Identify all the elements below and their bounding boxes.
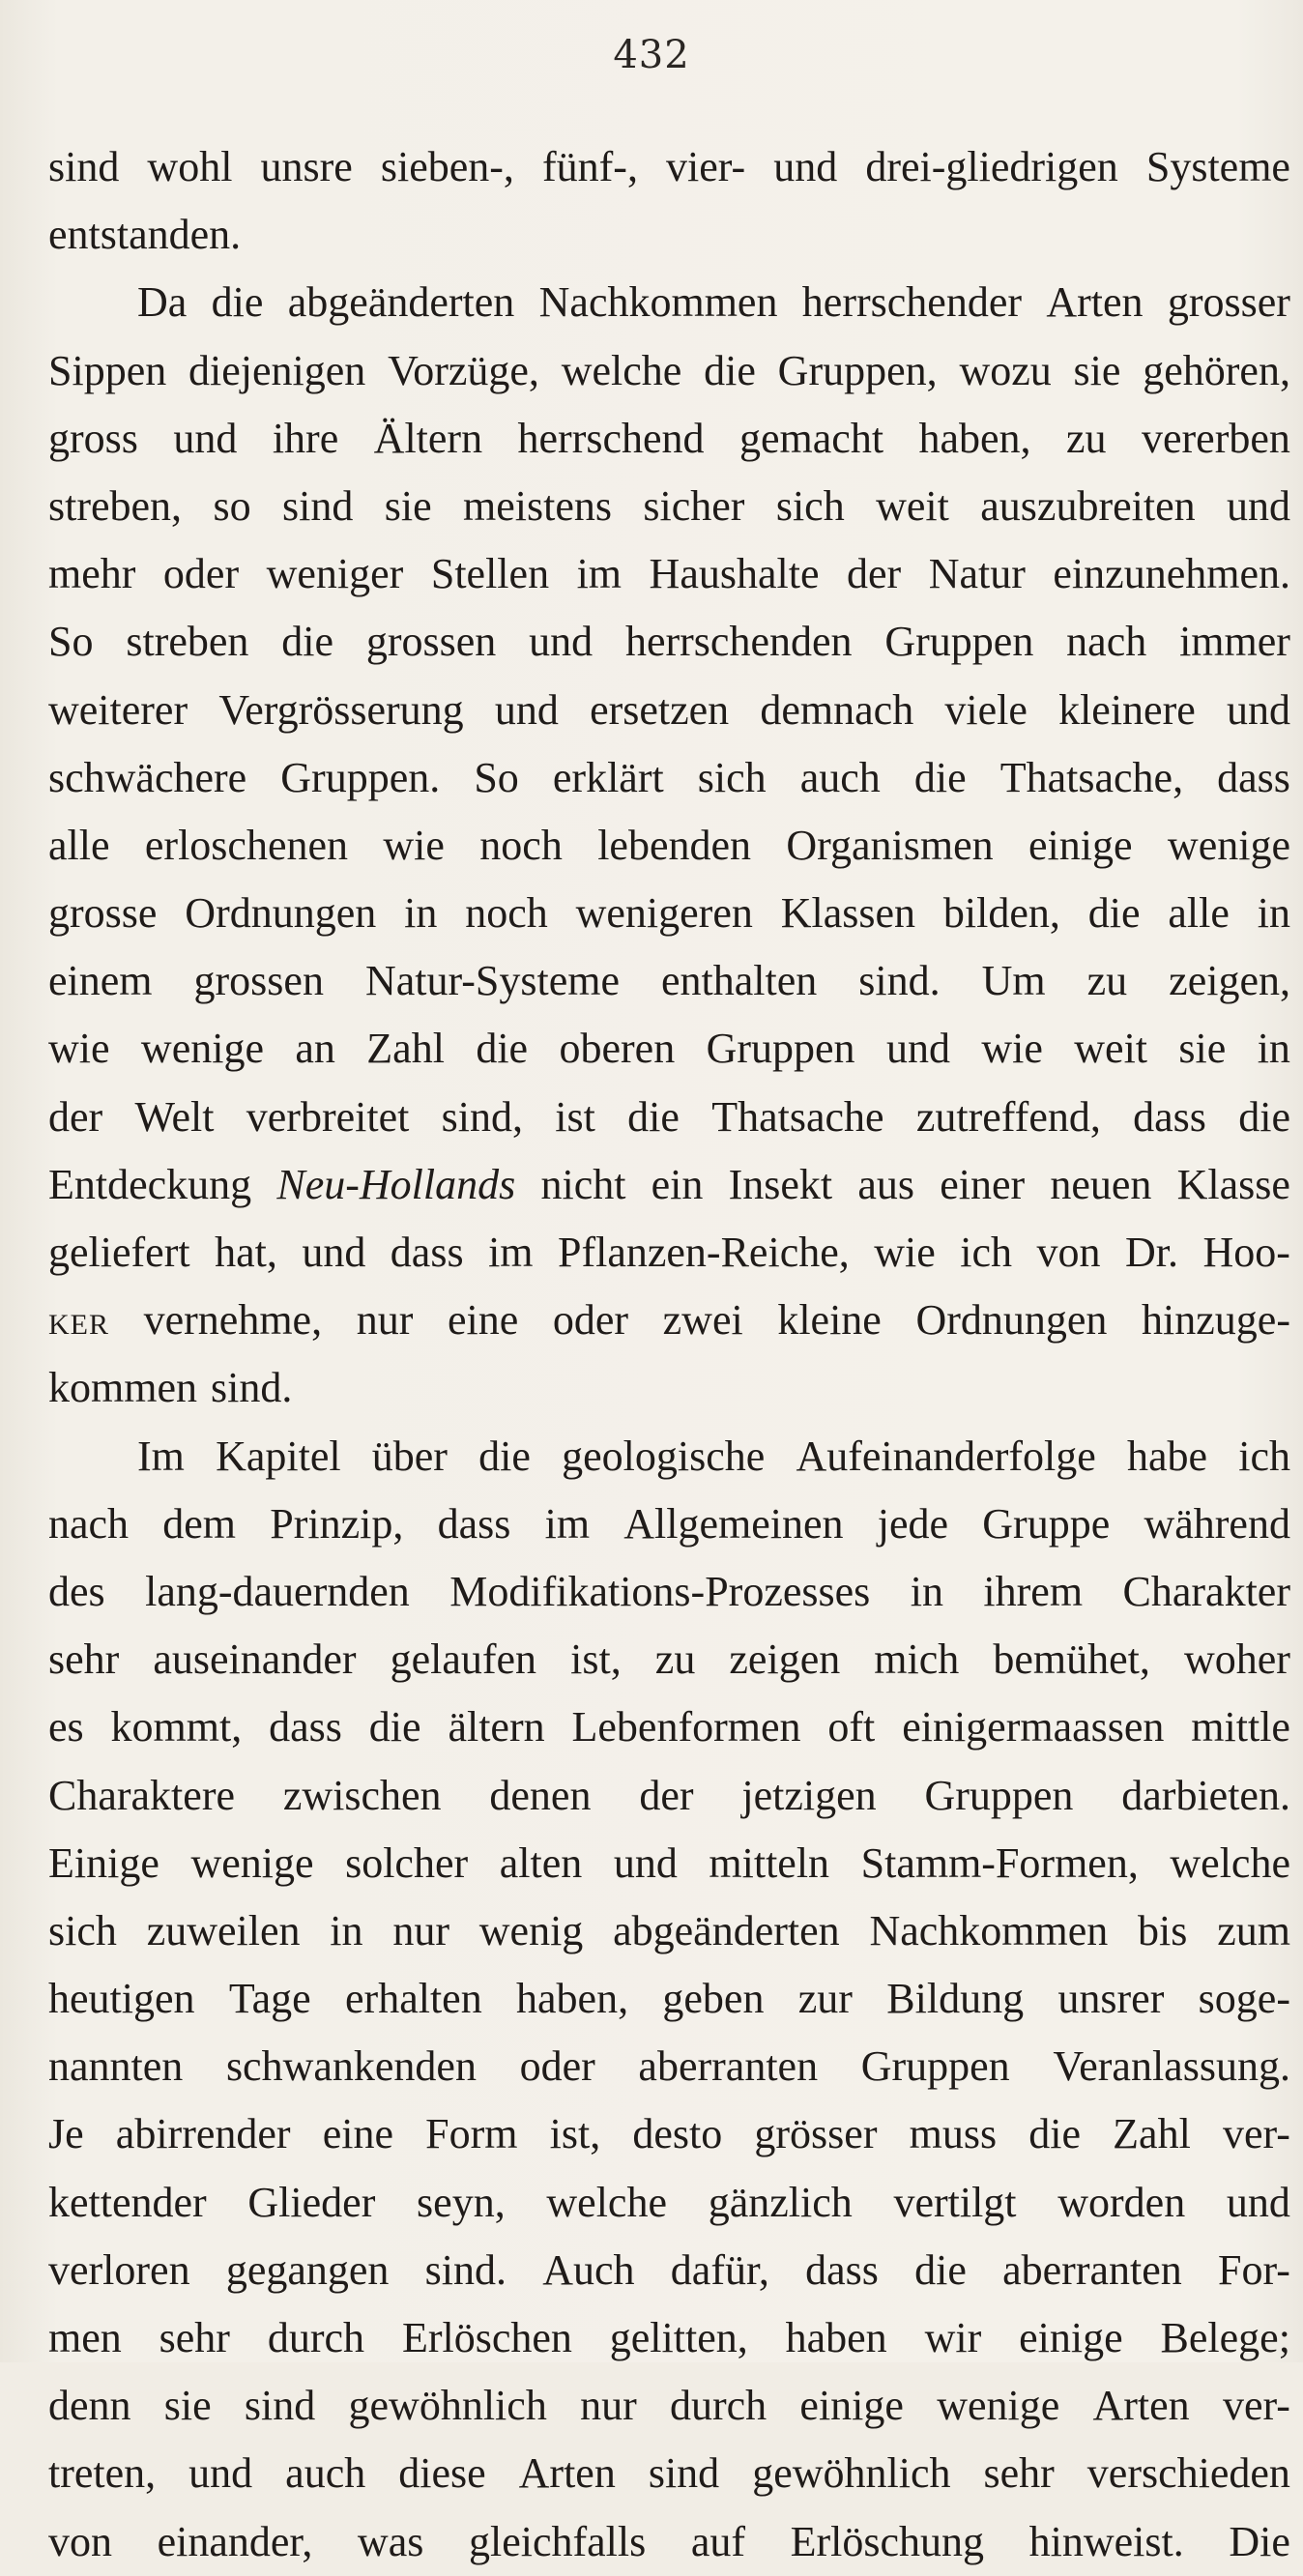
- text-line: denn sie sind gewöhnlich nur durch einige wenige Arten ver-: [48, 2382, 1290, 2430]
- text-line: Im Kapitel über die geologische Aufeinanderfolge habe ich: [137, 1432, 1290, 1480]
- text-line: entstanden.: [48, 211, 242, 259]
- text-line: weiterer Vergrösserung und ersetzen demnach viele kleinere und: [48, 685, 1290, 734]
- text-line: der Welt verbreitet sind, ist die Thatsache zutreffend, dass die: [48, 1092, 1290, 1141]
- text-line: sich zuweilen in nur wenig abgeänderten Nachkommen bis zum: [48, 1906, 1290, 1954]
- text-line: von einander, was gleichfalls auf Erlöschung hinweist. Die: [48, 2517, 1290, 2565]
- text-line: schwächere Gruppen. So erklärt sich auch die Thatsache, dass: [48, 753, 1290, 801]
- text-line: mehr oder weniger Stellen im Haushalte der Natur einzunehmen.: [48, 550, 1290, 598]
- text-line: geliefert hat, und dass im Pflanzen-Reiche, wie ich von Dr. Hoo-: [48, 1229, 1290, 1276]
- text-line: streben, so sind sie meistens sicher sich weit auszubreiten und: [48, 481, 1290, 530]
- text-line: So streben die grossen und herrschenden Gruppen nach immer: [48, 618, 1290, 666]
- text-line: kommen sind.: [48, 1364, 293, 1412]
- text-line: nach dem Prinzip, dass im Allgemeinen jede Gruppe während: [48, 1499, 1290, 1548]
- text-line: des lang-dauernden Modifikations-Prozesses in ihrem Charakter: [48, 1567, 1290, 1615]
- text-line: grosse Ordnungen in noch wenigeren Klassen bilden, die alle in: [48, 889, 1290, 938]
- text-line: Einige wenige solcher alten und mitteln Stamm-Formen, welche: [48, 1838, 1290, 1887]
- text-line: Sippen diejenigen Vorzüge, welche die Gruppen, wozu sie gehören,: [48, 346, 1290, 394]
- text-line: Entdeckung Neu-Hollands nicht ein Insekt aus einer neuen Klasse: [48, 1160, 1290, 1208]
- text-line: Charaktere zwischen denen der jetzigen Gruppen darbieten.: [48, 1771, 1290, 1819]
- page-number: 432: [613, 33, 690, 77]
- text-line: Je abirrender eine Form ist, desto grösser muss die Zahl ver-: [48, 2110, 1290, 2158]
- text-line: men sehr durch Erlöschen gelitten, haben wir einige Belege;: [48, 2314, 1290, 2361]
- text-line: Da die abgeänderten Nachkommen herrschender Arten grosser: [137, 278, 1290, 327]
- text-line: sind wohl unsre sieben-, fünf-, vier- und drei-gliedrigen Systeme: [48, 143, 1290, 190]
- text-line: treten, und auch diese Arten sind gewöhnlich sehr verschieden: [48, 2449, 1290, 2498]
- text-line: alle erloschenen wie noch lebenden Organismen einige wenige: [48, 821, 1290, 869]
- text-line: gross und ihre Ältern herrschend gemacht haben, zu vererben: [48, 414, 1290, 462]
- text-line: heutigen Tage erhalten haben, geben zur Bildung unsrer soge-: [48, 1975, 1290, 2023]
- text-line: es kommt, dass die ältern Lebenformen oft einigermaassen mittle: [48, 1703, 1290, 1751]
- text-line: kettender Glieder seyn, welche gänzlich vertilgt worden und: [48, 2178, 1290, 2226]
- text-line: einem grossen Natur-Systeme enthalten sind. Um zu zeigen,: [48, 957, 1290, 1005]
- text-line: sehr auseinander gelaufen ist, zu zeigen mich bemühet, woher: [48, 1635, 1290, 1684]
- text-line: KER vernehme, nur eine oder zwei kleine Ordnungen hinzuge-: [48, 1296, 1290, 1345]
- text-line: verloren gegangen sind. Auch dafür, dass die aberranten For-: [48, 2245, 1290, 2294]
- body-text: [48, 133, 1290, 2576]
- text-line: wie wenige an Zahl die oberen Gruppen und wie weit sie in: [48, 1025, 1290, 1073]
- text-line: nannten schwankenden oder aberranten Gruppen Veranlassung.: [48, 2042, 1290, 2091]
